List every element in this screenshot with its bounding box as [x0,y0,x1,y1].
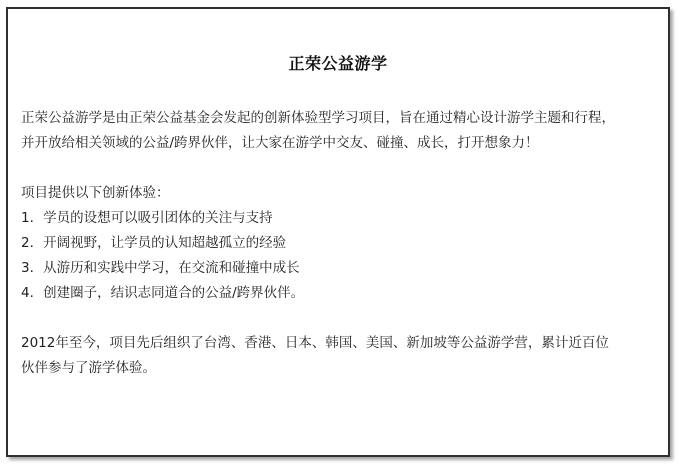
history-line-1: 2012年至今，项目先后组织了台湾、香港、日本、韩国、美国、新加坡等公益游学营，累计近百位 [21,335,609,351]
feature-item-2: 2．开阔视野，让学员的认知超越孤立的经验 [21,235,287,251]
intro-line-2: 并开放给相关领域的公益/跨界伙伴，让大家在游学中交友、碰撞、成长，打开想象力！ [21,135,539,151]
paragraph-spacer [21,306,661,331]
paragraph-spacer [21,156,661,181]
page-title: 正荣公益游学 [288,54,388,73]
feature-item-4: 4．创建圈子，结识志同道合的公益/跨界伙伴。 [21,285,305,301]
content-frame [6,7,670,457]
feature-item-3: 3．从游历和实践中学习，在交流和碰撞中成长 [21,260,300,276]
intro-line-1: 正荣公益游学是由正荣公益基金会发起的创新体验型学习项目，旨在通过精心设计游学主题和行程， [21,110,615,126]
history-line-2: 伙伴参与了游学体验。 [21,360,156,376]
article-body [21,106,661,381]
features-heading: 项目提供以下创新体验： [21,185,170,201]
feature-item-1: 1．学员的设想可以吸引团体的关注与支持 [21,210,273,226]
